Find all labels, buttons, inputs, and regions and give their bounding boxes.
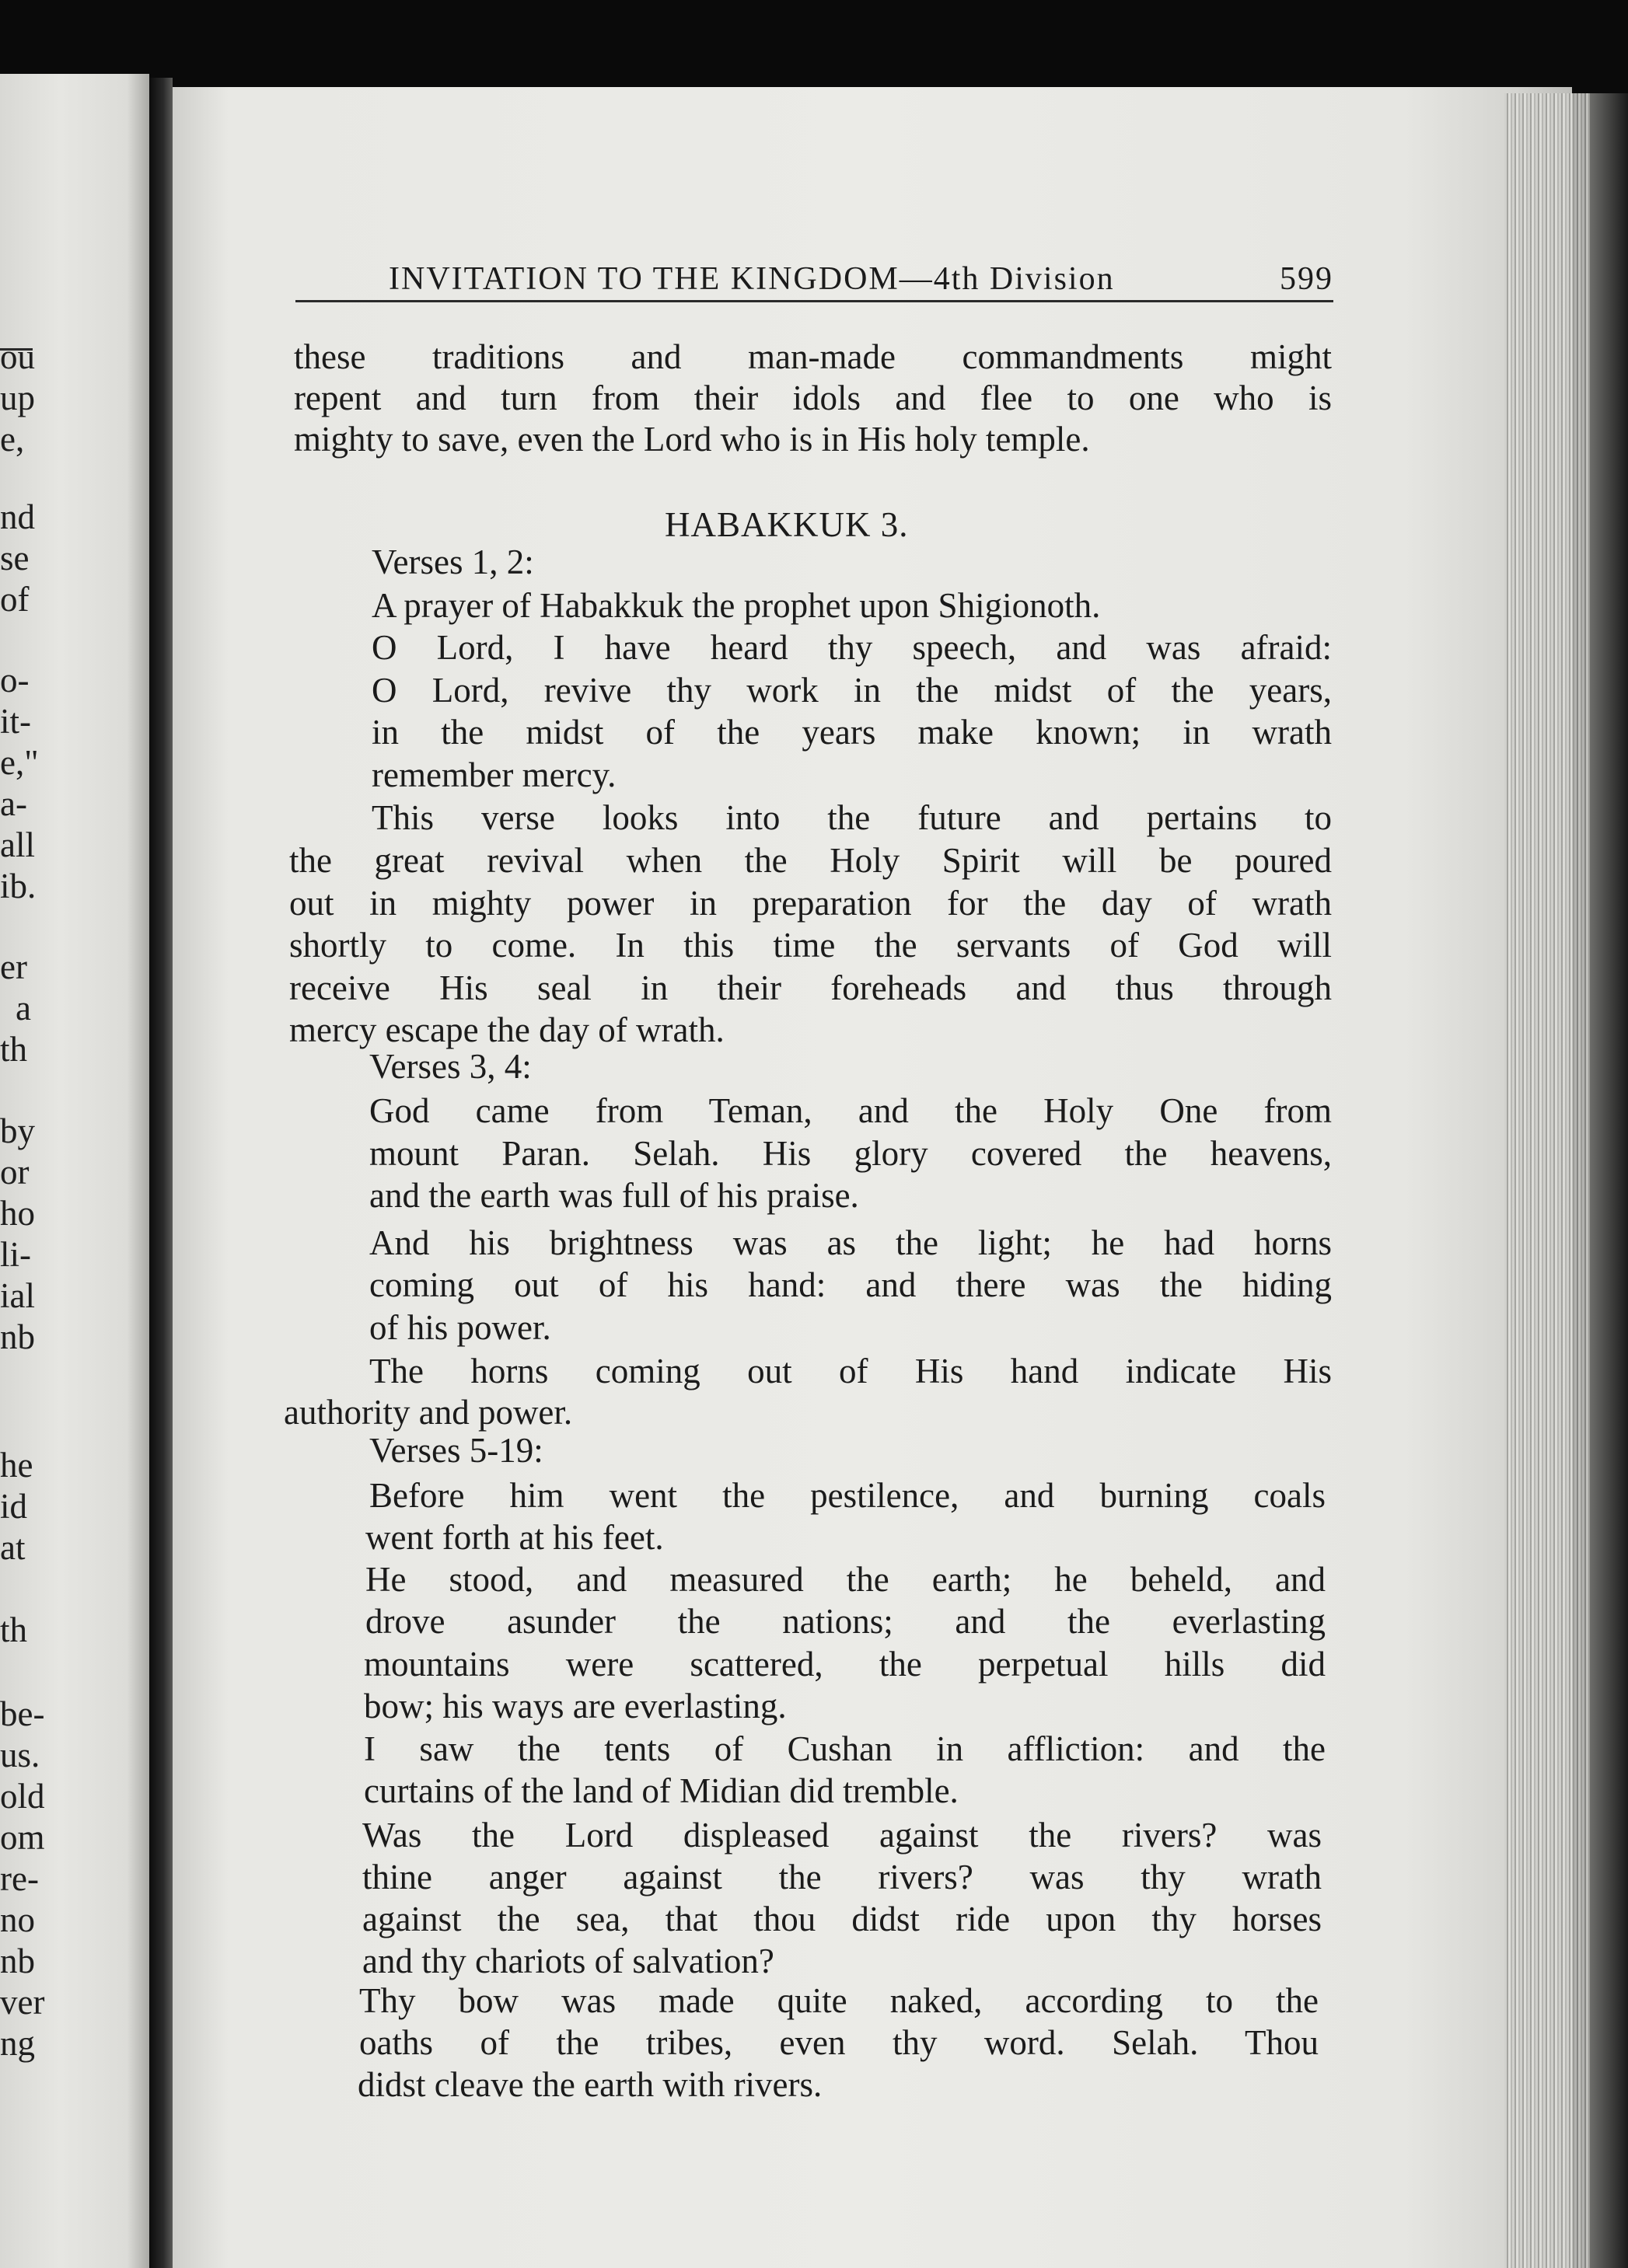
left-page-fragment: e,": [0, 743, 39, 782]
commentary-line: This verse looks into the future and pertains to: [372, 798, 1332, 837]
left-page-fragment: he: [0, 1446, 33, 1485]
scripture-line: went forth at his feet.: [365, 1518, 664, 1557]
left-page-fragment: all: [0, 825, 35, 864]
commentary-line: The horns coming out of His hand indicate His: [369, 1352, 1332, 1390]
commentary-line: mercy escape the day of wrath.: [289, 1010, 725, 1049]
left-page-fragment: or: [0, 1153, 30, 1192]
scripture-line: drove asunder the nations; and the everlasting: [365, 1602, 1326, 1641]
left-page-fragment: nb: [0, 1317, 35, 1356]
scripture-line: against the sea, that thou didst ride upon thy horses: [362, 1900, 1322, 1938]
scripture-line: and thy chariots of salvation?: [362, 1942, 774, 1980]
scripture-line: in the midst of the years make known; in wrath: [372, 713, 1332, 752]
left-page-fragment: nd: [0, 497, 35, 536]
scripture-line: and the earth was full of his praise.: [369, 1176, 859, 1215]
left-page-fragment: re-: [0, 1859, 39, 1898]
left-page-fragment: ial: [0, 1276, 35, 1315]
scripture-line: O Lord, revive thy work in the midst of the years,: [372, 671, 1332, 710]
left-page-fragment: li-: [0, 1235, 31, 1274]
scripture-line: He stood, and measured the earth; he beheld, and: [365, 1560, 1326, 1599]
left-page-fragment: up: [0, 379, 35, 417]
left-page-fragment: o-: [0, 661, 30, 700]
left-page-fragment: ou: [0, 337, 35, 376]
scripture-line: remember mercy.: [372, 755, 617, 794]
left-page-fragment: at: [0, 1528, 26, 1567]
scripture-line: A prayer of Habakkuk the prophet upon Shigionoth.: [372, 586, 1101, 625]
page-edge-stack: [1504, 93, 1590, 2268]
left-page-fragment: id: [0, 1487, 28, 1526]
left-page-fragment: ib.: [0, 867, 37, 905]
left-page-fragment: om: [0, 1818, 45, 1857]
verse-label: Verses 1, 2:: [372, 543, 534, 581]
left-page-fragment: se: [0, 539, 30, 577]
left-page-fragment: a-: [0, 784, 27, 823]
book-outer-edge: [1590, 93, 1628, 2268]
scripture-line: God came from Teman, and the Holy One from: [369, 1091, 1332, 1130]
body-line: these traditions and man-made commandments might: [294, 337, 1332, 376]
scripture-line: coming out of his hand: and there was the hiding: [369, 1265, 1332, 1304]
body-line: mighty to save, even the Lord who is in His holy temple.: [294, 420, 1090, 459]
left-page-fragment: ng: [0, 2024, 35, 2063]
left-page-fragment: ver: [0, 1983, 45, 2022]
scripture-line: thine anger against the rivers? was thy wrath: [362, 1858, 1322, 1896]
left-page-fragment: us.: [0, 1736, 40, 1774]
scripture-line: Was the Lord displeased against the rivers? was: [362, 1816, 1322, 1855]
scripture-line: of his power.: [369, 1308, 551, 1347]
left-page-fragment: it-: [0, 702, 31, 741]
scripture-line: curtains of the land of Midian did tremble.: [364, 1771, 959, 1810]
commentary-line: receive His seal in their foreheads and thus through: [289, 968, 1332, 1007]
header-rule: [295, 300, 1333, 302]
page-number: 599: [1280, 261, 1333, 297]
left-page-fragment: er: [0, 947, 27, 986]
left-page-fragment: old: [0, 1777, 45, 1816]
scripture-line: bow; his ways are everlasting.: [364, 1687, 787, 1725]
left-page-fragment: of: [0, 580, 30, 619]
left-page-fragment: th: [0, 1030, 28, 1069]
scripture-line: I saw the tents of Cushan in affliction: and the: [364, 1729, 1326, 1768]
section-heading: HABAKKUK 3.: [665, 505, 909, 544]
left-facing-page: [0, 74, 149, 2268]
commentary-line: out in mighty power in preparation for the day of wrath: [289, 884, 1332, 923]
running-head-title: INVITATION TO THE KINGDOM—4th Division: [389, 261, 1115, 297]
left-page-fragment: ho: [0, 1194, 35, 1233]
left-page-fragment: be-: [0, 1694, 45, 1733]
book-gutter-shadow: [149, 78, 173, 2268]
scripture-line: didst cleave the earth with rivers.: [358, 2065, 823, 2104]
left-page-fragment: th: [0, 1610, 28, 1649]
left-page-fragment: by: [0, 1111, 35, 1150]
verse-label: Verses 5-19:: [369, 1431, 543, 1470]
scripture-line: O Lord, I have heard thy speech, and was afraid:: [372, 628, 1332, 667]
scripture-line: oaths of the tribes, even thy word. Selah. Thou: [359, 2023, 1319, 2062]
scripture-line: And his brightness was as the light; he had horns: [369, 1223, 1332, 1262]
scripture-line: mount Paran. Selah. His glory covered the heavens,: [369, 1134, 1332, 1173]
left-page-fragment: no: [0, 1900, 35, 1939]
left-page-fragment: nb: [0, 1942, 35, 1980]
scripture-line: Thy bow was made quite naked, according to the: [359, 1981, 1319, 2020]
left-page-fragment: e,: [0, 420, 25, 459]
commentary-line: shortly to come. In this time the servants of God will: [289, 926, 1332, 965]
commentary-line: authority and power.: [284, 1393, 573, 1432]
running-head: [389, 260, 1333, 299]
scripture-line: mountains were scattered, the perpetual hills did: [364, 1645, 1326, 1684]
body-line: repent and turn from their idols and flee to one who is: [294, 379, 1332, 417]
left-page-fragment: a: [16, 989, 31, 1028]
verse-label: Verses 3, 4:: [369, 1047, 532, 1086]
scripture-line: Before him went the pestilence, and burning coals: [369, 1476, 1326, 1515]
commentary-line: the great revival when the Holy Spirit will be poured: [289, 841, 1332, 880]
